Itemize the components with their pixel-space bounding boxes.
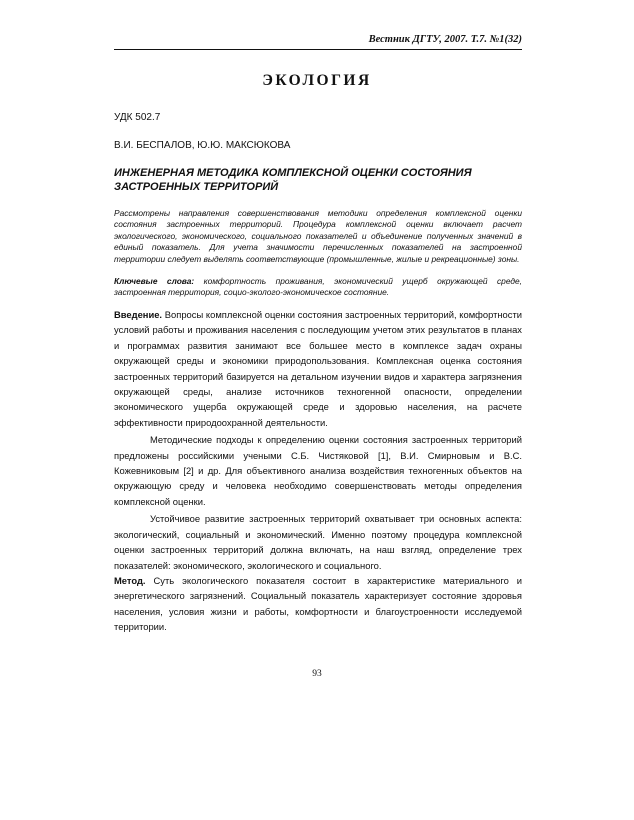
introduction-text: Вопросы комплексной оценки состояния застроенных территорий, комфортности условий работы и проживания населения с последующим учетом этих результатов в планах и программах развития занимают все большее место в комплексе задач охраны окружающей среды и экономики природопользования. Комплексная оценка состояния застроенных территорий базируется на детальном изучении видов и характера загрязнения окружающей среды, анализе источников техногенной опасности, определении экономического ущерба окружающей среде и здоровью населения, на расчете эффективности природоохранной деятельности. — [114, 309, 522, 428]
introduction-heading: Введение. — [114, 309, 163, 320]
paragraph-introduction — [114, 307, 522, 430]
page-number: 93 — [312, 669, 322, 679]
header-divider — [114, 49, 522, 50]
keywords-text: комфортность проживания, экономический ущерб окружающей среде, застроенная территория, социо-эколого-экономическое состояние. — [114, 276, 523, 298]
paragraph-method — [114, 573, 522, 635]
paragraph-approaches: Методические подходы к определению оценки состояния застроенных территорий предложены российскими учеными С.Б. Чистяковой [1], В.И. Смирновым и В.С. Кожевниковым [2] и др. Для объективного анализа воздействия техногенных объектов на окружающую среду и человека необходимо совершенствовать методы определения комплексной оценки. — [114, 434, 522, 507]
udk-code: УДК 502.7 — [114, 112, 161, 123]
paragraph-sustainable: Устойчивое развитие застроенных территорий охватывает три основных аспекта: экологический, социальный и экономический. Именно поэтому процедура комплексной оценки застроенных территорий должна включать, на наш взгляд, определение трех показателей: экономического, экологического и социального. — [114, 513, 522, 571]
keywords-label: Ключевые слова: — [114, 276, 195, 286]
method-text: Суть экологического показателя состоит в характеристике материального и энергетического загрязнений. Социальный показатель характеризует состояние здоровья населения, условия жизни и работы, комфортности и благоустроенности исследуемой территории. — [114, 574, 523, 633]
journal-header: Вестник ДГТУ, 2007. Т.7. №1(32) — [368, 34, 522, 45]
authors: В.И. БЕСПАЛОВ, Ю.Ю. МАКСЮКОВА — [114, 140, 291, 151]
section-title: ЭКОЛОГИЯ — [262, 72, 372, 89]
method-heading: Метод. — [114, 574, 146, 586]
abstract: Рассмотрены направления совершенствования методики определения комплексной оценки состояния застроенных территорий. Процедура комплексной оценки включает расчет экологического, экономического, социального показателей и объединение полученных значений в единый показатель. Для учета значимости перечисленных показателей на застроенной территории следует выделять соответствующие (промышленные, жилые и рекреационные) зоны. — [114, 208, 522, 264]
article-body — [114, 307, 522, 635]
paper-title: ИНЖЕНЕРНАЯ МЕТОДИКА КОМПЛЕКСНОЙ ОЦЕНКИ СОСТОЯНИЯ ЗАСТРОЕННЫХ ТЕРРИТОРИЙ — [114, 167, 472, 193]
keywords — [114, 276, 522, 299]
